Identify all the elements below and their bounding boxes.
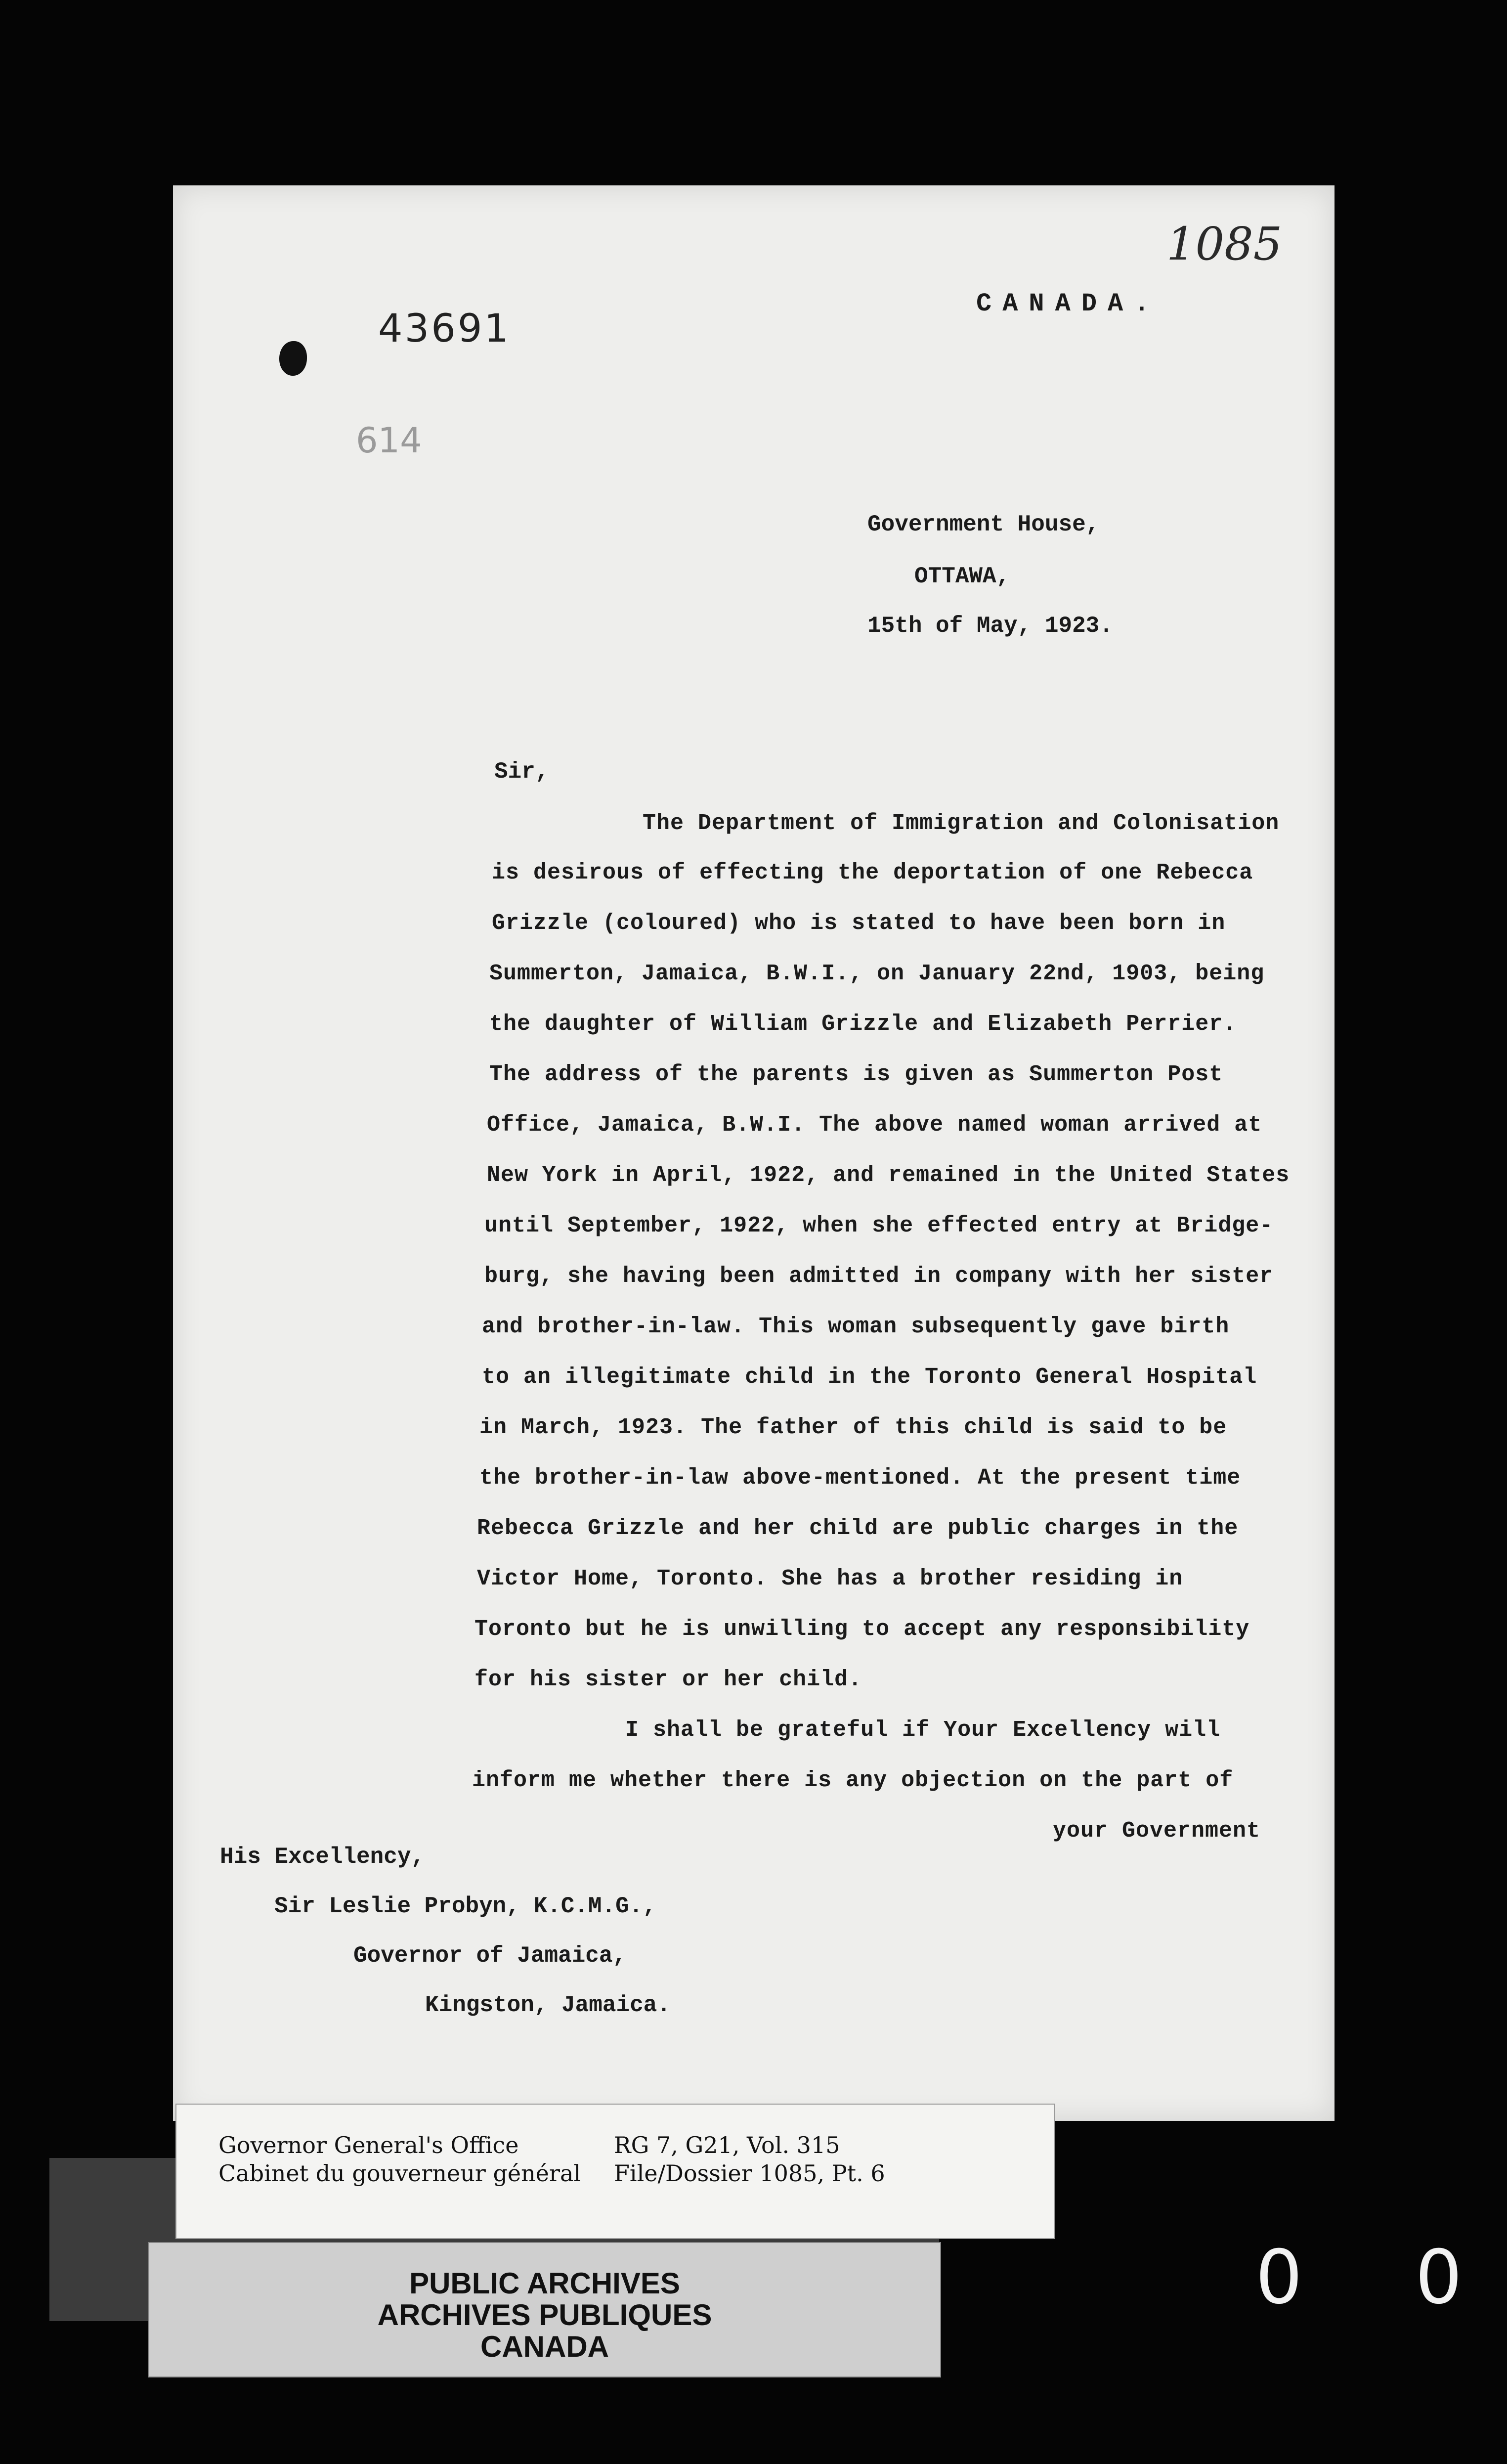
body-line: for his sister or her child. <box>474 1667 862 1692</box>
body-line: to an illegitimate child in the Toronto General Hospital <box>482 1364 1257 1390</box>
body-line: Summerton, Jamaica, B.W.I., on January 22nd, 1903, being <box>489 961 1265 986</box>
file-number: 43691 <box>378 307 511 351</box>
ink-blot <box>279 341 307 376</box>
body-line: until September, 1922, when she effected entry at Bridge- <box>484 1213 1274 1238</box>
letter-date: 15th of May, 1923. <box>867 613 1113 639</box>
body-line: Toronto but he is unwilling to accept any responsibility <box>474 1617 1250 1642</box>
body-line: New York in April, 1922, and remained in the United States <box>487 1163 1290 1188</box>
archives-line-1: PUBLIC ARCHIVES <box>409 2267 680 2300</box>
body-line: Victor Home, Toronto. She has a brother residing in <box>477 1566 1183 1591</box>
recipient-line-4: Kingston, Jamaica. <box>425 1992 671 2018</box>
continuation-catchword: your Government <box>1053 1818 1261 1844</box>
body-line: The Department of Immigration and Colonisation <box>643 811 1280 836</box>
file-reference: File/Dossier 1085, Pt. 6 <box>614 2160 885 2187</box>
body-line: the brother-in-law above-mentioned. At the present time <box>479 1465 1241 1491</box>
body-line: inform me whether there is any objection on the part of <box>472 1768 1234 1793</box>
address-line-2: OTTAWA, <box>914 564 1010 589</box>
record-group-reference: RG 7, G21, Vol. 315 <box>614 2132 840 2158</box>
recipient-line-1: His Excellency, <box>220 1844 425 1870</box>
recipient-line-2: Sir Leslie Probyn, K.C.M.G., <box>274 1893 656 1919</box>
archives-line-2: ARCHIVES PUBLIQUES <box>377 2298 712 2332</box>
country-heading: CANADA. <box>976 289 1161 318</box>
body-line: burg, she having been admitted in company with her sister <box>484 1264 1274 1289</box>
office-english: Governor General's Office <box>218 2132 519 2158</box>
body-line: in March, 1923. The father of this child is said to be <box>479 1415 1227 1440</box>
body-line: The address of the parents is given as Summerton Post <box>489 1062 1223 1087</box>
frame-counter: 0 0 <box>1255 2235 1507 2321</box>
body-line: is desirous of effecting the deportation of one Rebecca <box>492 860 1253 885</box>
folio-number: 1085 <box>1166 218 1283 270</box>
faded-number: 614 <box>356 420 422 461</box>
body-line: and brother-in-law. This woman subsequently gave birth <box>482 1314 1230 1339</box>
office-french: Cabinet du gouverneur général <box>218 2160 581 2187</box>
recipient-line-3: Governor of Jamaica, <box>353 1943 627 1969</box>
body-line: Grizzle (coloured) who is stated to have been born in <box>492 911 1226 936</box>
body-line: the daughter of William Grizzle and Elizabeth Perrier. <box>489 1012 1237 1037</box>
archive-reference-label <box>175 2104 1055 2239</box>
archives-stamp <box>148 2242 941 2377</box>
body-line: Rebecca Grizzle and her child are public charges in the <box>477 1516 1239 1541</box>
address-line-1: Government House, <box>867 512 1100 537</box>
salutation: Sir, <box>494 759 549 785</box>
body-line: I shall be grateful if Your Excellency will <box>625 1717 1221 1743</box>
archives-line-3: CANADA <box>480 2330 609 2363</box>
body-line: Office, Jamaica, B.W.I. The above named woman arrived at <box>487 1112 1262 1138</box>
